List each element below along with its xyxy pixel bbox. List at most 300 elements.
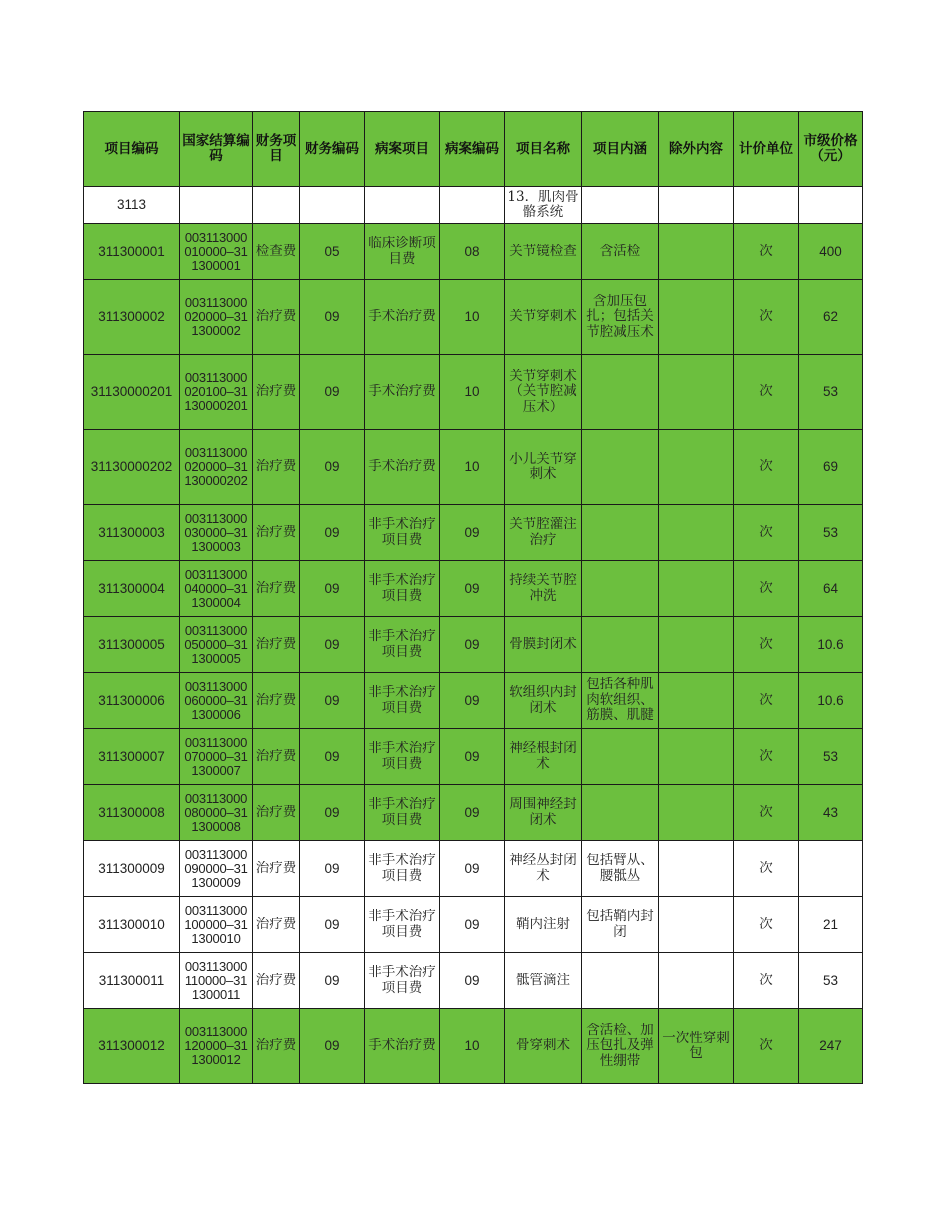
item-code-cell-text: 311300001 xyxy=(98,243,165,259)
record-code-cell xyxy=(440,430,505,505)
item-name-cell-text: 神经丛封闭术 xyxy=(509,853,577,884)
national-code-cell xyxy=(180,187,253,224)
national-code-cell xyxy=(180,729,253,785)
item-name-cell xyxy=(505,187,582,224)
finance-item-cell xyxy=(253,280,300,355)
exclusions-cell xyxy=(659,505,734,561)
finance-item-cell-text: 治疗费 xyxy=(255,804,297,820)
price-cell xyxy=(799,953,863,1009)
unit-cell xyxy=(734,355,799,430)
item-name-cell-text: 关节穿刺术 xyxy=(509,309,577,325)
table-body xyxy=(84,187,863,1084)
price-cell xyxy=(799,617,863,673)
finance-code-cell xyxy=(300,224,365,280)
national-code-cell-text: 003113000030000–311300003 xyxy=(184,511,248,554)
national-code-cell xyxy=(180,430,253,505)
item-code-cell xyxy=(84,897,180,953)
record-code-cell-text: 09 xyxy=(464,804,480,820)
finance-code-cell-text: 09 xyxy=(324,1038,340,1054)
record-item-cell-text: 非手术治疗项目费 xyxy=(368,853,436,884)
header-record-code: 病案编码 xyxy=(440,112,505,187)
exclusions-cell xyxy=(659,785,734,841)
national-code-cell-text: 003113000120000–311300012 xyxy=(184,1025,248,1067)
table-row xyxy=(84,897,863,953)
item-name-cell-text: 关节穿刺术（关节腔减压术） xyxy=(509,368,577,415)
table-row xyxy=(84,953,863,1009)
price-cell-text: 53 xyxy=(822,524,839,540)
table-row xyxy=(84,841,863,897)
record-item-cell xyxy=(365,841,440,897)
unit-cell xyxy=(734,617,799,673)
finance-item-cell xyxy=(253,897,300,953)
header-exclusions: 除外内容 xyxy=(659,112,734,187)
item-code-cell xyxy=(84,729,180,785)
exclusions-cell xyxy=(659,729,734,785)
item-code-cell-text: 311300011 xyxy=(98,972,165,988)
record-item-cell xyxy=(365,187,440,224)
record-code-cell-text: 09 xyxy=(464,860,480,876)
item-code-cell-text: 311300008 xyxy=(98,804,165,820)
price-cell xyxy=(799,673,863,729)
finance-item-cell xyxy=(253,1009,300,1084)
price-cell xyxy=(799,355,863,430)
unit-cell-text: 次 xyxy=(759,804,773,820)
record-item-cell-text: 非手术治疗项目费 xyxy=(368,629,436,660)
item-name-cell xyxy=(505,430,582,505)
record-code-cell-text: 09 xyxy=(464,692,480,708)
exclusions-cell xyxy=(659,617,734,673)
header-row xyxy=(84,112,863,187)
finance-item-cell xyxy=(253,430,300,505)
unit-cell-text: 次 xyxy=(759,972,773,988)
exclusions-cell xyxy=(659,673,734,729)
exclusions-cell xyxy=(659,953,734,1009)
national-code-cell-text: 003113000050000–311300005 xyxy=(184,623,248,666)
national-code-cell xyxy=(180,355,253,430)
item-code-cell-text: 311300003 xyxy=(98,524,165,540)
record-item-cell-text: 非手术治疗项目费 xyxy=(368,909,436,940)
national-code-cell xyxy=(180,1009,253,1084)
national-code-cell-text: 003113000010000–311300001 xyxy=(184,230,248,273)
national-code-cell-text: 003113000080000–311300008 xyxy=(184,791,248,834)
item-code-cell-text: 311300009 xyxy=(98,860,165,876)
item-code-cell xyxy=(84,561,180,617)
price-cell xyxy=(799,505,863,561)
record-item-cell xyxy=(365,785,440,841)
item-content-cell xyxy=(582,841,659,897)
table-row xyxy=(84,505,863,561)
exclusions-cell xyxy=(659,224,734,280)
finance-item-cell xyxy=(253,953,300,1009)
finance-code-cell xyxy=(300,729,365,785)
item-name-cell-text: 关节腔灌注治疗 xyxy=(509,517,577,548)
price-cell-text: 43 xyxy=(822,804,839,820)
national-code-cell xyxy=(180,785,253,841)
price-cell xyxy=(799,897,863,953)
record-code-cell-text: 10 xyxy=(464,1038,480,1054)
table-row xyxy=(84,673,863,729)
price-cell xyxy=(799,280,863,355)
item-name-cell-text: 持续关节腔冲洗 xyxy=(509,573,577,604)
national-code-cell xyxy=(180,505,253,561)
record-code-cell-text: 09 xyxy=(464,748,480,764)
item-code-cell-text: 311300005 xyxy=(98,636,165,652)
unit-cell-text: 次 xyxy=(759,916,773,932)
header-national-code: 国家结算编码 xyxy=(180,112,253,187)
finance-item-cell-text: 治疗费 xyxy=(255,309,297,325)
unit-cell-text: 次 xyxy=(759,580,773,596)
unit-cell xyxy=(734,897,799,953)
item-code-cell-text: 311300007 xyxy=(98,748,165,764)
national-code-cell xyxy=(180,841,253,897)
national-code-cell-text: 003113000020000–311300002 xyxy=(184,296,248,338)
item-content-cell xyxy=(582,673,659,729)
finance-code-cell-text: 09 xyxy=(324,524,340,540)
item-code-cell xyxy=(84,280,180,355)
item-name-cell-text: 13．肌肉骨骼系统 xyxy=(507,189,579,220)
national-code-cell-text: 003113000100000–311300010 xyxy=(184,903,248,946)
table-row xyxy=(84,561,863,617)
record-item-cell-text: 非手术治疗项目费 xyxy=(368,741,436,772)
national-code-cell xyxy=(180,224,253,280)
finance-code-cell xyxy=(300,897,365,953)
unit-cell xyxy=(734,673,799,729)
record-item-cell xyxy=(365,430,440,505)
header-item-name: 项目名称 xyxy=(505,112,582,187)
finance-item-cell-text: 治疗费 xyxy=(255,459,297,475)
record-code-cell xyxy=(440,561,505,617)
item-code-cell-text: 311300004 xyxy=(98,580,165,596)
finance-code-cell xyxy=(300,430,365,505)
finance-item-cell-text: 治疗费 xyxy=(255,524,297,540)
record-code-cell-text: 10 xyxy=(464,384,480,400)
finance-code-cell xyxy=(300,785,365,841)
record-item-cell xyxy=(365,1009,440,1084)
record-code-cell xyxy=(440,355,505,430)
item-content-cell-text: 包括各种肌肉软组织、筋膜、肌腱 xyxy=(586,677,654,724)
record-code-cell-text: 09 xyxy=(464,580,480,596)
table-row xyxy=(84,1009,863,1084)
unit-cell-text: 次 xyxy=(759,309,773,325)
item-content-cell-text: 含活检、加压包扎及弹性绷带 xyxy=(586,1022,654,1069)
price-cell-text: 62 xyxy=(822,309,839,325)
unit-cell-text: 次 xyxy=(759,1038,773,1054)
finance-code-cell xyxy=(300,1009,365,1084)
national-code-cell-text: 003113000020100–31130000201 xyxy=(184,371,248,413)
record-item-cell xyxy=(365,224,440,280)
price-cell-text: 53 xyxy=(822,384,839,400)
finance-code-cell-text: 09 xyxy=(324,384,340,400)
header-price: 市级价格（元） xyxy=(799,112,863,187)
table-row xyxy=(84,430,863,505)
finance-code-cell-text: 09 xyxy=(324,804,340,820)
finance-item-cell-text: 治疗费 xyxy=(255,692,297,708)
unit-cell xyxy=(734,187,799,224)
item-code-cell xyxy=(84,841,180,897)
record-code-cell-text: 09 xyxy=(464,524,480,540)
price-cell xyxy=(799,430,863,505)
record-item-cell xyxy=(365,729,440,785)
unit-cell xyxy=(734,785,799,841)
finance-item-cell-text: 治疗费 xyxy=(255,384,297,400)
pricing-table xyxy=(83,111,863,1084)
national-code-cell xyxy=(180,673,253,729)
record-code-cell xyxy=(440,224,505,280)
record-code-cell xyxy=(440,785,505,841)
record-code-cell xyxy=(440,897,505,953)
item-code-cell-text: 31130000202 xyxy=(90,459,173,475)
record-item-cell xyxy=(365,561,440,617)
item-content-cell xyxy=(582,785,659,841)
item-content-cell xyxy=(582,953,659,1009)
item-code-cell xyxy=(84,355,180,430)
item-name-cell xyxy=(505,841,582,897)
price-cell-text: 247 xyxy=(819,1038,842,1054)
item-code-cell xyxy=(84,785,180,841)
record-code-cell xyxy=(440,505,505,561)
item-content-cell xyxy=(582,561,659,617)
finance-code-cell-text: 09 xyxy=(324,580,340,596)
record-code-cell xyxy=(440,187,505,224)
item-content-cell xyxy=(582,729,659,785)
finance-code-cell xyxy=(300,561,365,617)
finance-item-cell xyxy=(253,841,300,897)
finance-item-cell-text: 治疗费 xyxy=(255,748,297,764)
item-name-cell-text: 软组织内封闭术 xyxy=(509,685,577,716)
finance-item-cell xyxy=(253,673,300,729)
exclusions-cell xyxy=(659,897,734,953)
item-name-cell-text: 关节镜检查 xyxy=(509,243,577,259)
finance-item-cell xyxy=(253,785,300,841)
unit-cell-text: 次 xyxy=(759,524,773,540)
finance-code-cell-text: 05 xyxy=(324,243,340,259)
record-code-cell xyxy=(440,1009,505,1084)
header-finance-code: 财务编码 xyxy=(300,112,365,187)
item-name-cell xyxy=(505,673,582,729)
table-row xyxy=(84,280,863,355)
finance-item-cell-text: 治疗费 xyxy=(255,916,297,932)
item-content-cell xyxy=(582,187,659,224)
national-code-cell xyxy=(180,617,253,673)
item-name-cell xyxy=(505,224,582,280)
record-code-cell xyxy=(440,673,505,729)
item-code-cell xyxy=(84,953,180,1009)
item-code-cell xyxy=(84,430,180,505)
item-name-cell-text: 周围神经封闭术 xyxy=(509,797,577,828)
price-cell-text: 64 xyxy=(822,580,839,596)
record-item-cell-text: 非手术治疗项目费 xyxy=(368,517,436,548)
record-code-cell-text: 09 xyxy=(464,636,480,652)
exclusions-cell-text: 一次性穿刺包 xyxy=(662,1030,730,1061)
finance-code-cell xyxy=(300,953,365,1009)
exclusions-cell xyxy=(659,430,734,505)
exclusions-cell xyxy=(659,187,734,224)
item-content-cell-text: 包括鞘内封闭 xyxy=(586,909,654,940)
exclusions-cell xyxy=(659,355,734,430)
table-row xyxy=(84,187,863,224)
table-row xyxy=(84,617,863,673)
finance-item-cell-text: 检查费 xyxy=(255,243,297,259)
header-record-item: 病案项目 xyxy=(365,112,440,187)
exclusions-cell xyxy=(659,561,734,617)
record-code-cell xyxy=(440,841,505,897)
item-content-cell xyxy=(582,617,659,673)
finance-code-cell xyxy=(300,841,365,897)
price-cell xyxy=(799,187,863,224)
item-code-cell xyxy=(84,1009,180,1084)
record-code-cell-text: 09 xyxy=(464,972,480,988)
record-item-cell xyxy=(365,897,440,953)
item-name-cell xyxy=(505,561,582,617)
finance-code-cell-text: 09 xyxy=(324,459,340,475)
item-code-cell-text: 3113 xyxy=(116,197,147,213)
unit-cell-text: 次 xyxy=(759,384,773,400)
item-name-cell xyxy=(505,953,582,1009)
item-content-cell xyxy=(582,897,659,953)
exclusions-cell xyxy=(659,1009,734,1084)
header-unit: 计价单位 xyxy=(734,112,799,187)
item-content-cell xyxy=(582,224,659,280)
unit-cell-text: 次 xyxy=(759,860,773,876)
record-item-cell xyxy=(365,617,440,673)
item-code-cell-text: 311300012 xyxy=(98,1038,165,1054)
finance-code-cell xyxy=(300,187,365,224)
header-finance-item: 财务项目 xyxy=(253,112,300,187)
item-content-cell-text: 包括臂从、腰骶丛 xyxy=(586,853,654,884)
price-cell xyxy=(799,561,863,617)
national-code-cell-text: 003113000060000–311300006 xyxy=(184,679,248,722)
finance-code-cell xyxy=(300,673,365,729)
finance-item-cell-text: 治疗费 xyxy=(255,1038,297,1054)
finance-code-cell-text: 09 xyxy=(324,972,340,988)
item-name-cell-text: 小儿关节穿刺术 xyxy=(509,451,577,482)
item-code-cell xyxy=(84,617,180,673)
table-row xyxy=(84,729,863,785)
record-code-cell xyxy=(440,280,505,355)
record-item-cell-text: 手术治疗费 xyxy=(368,309,436,325)
item-name-cell-text: 骨膜封闭术 xyxy=(509,636,577,652)
item-code-cell-text: 311300006 xyxy=(98,692,165,708)
item-code-cell xyxy=(84,187,180,224)
item-name-cell xyxy=(505,785,582,841)
record-item-cell xyxy=(365,505,440,561)
record-item-cell-text: 临床诊断项目费 xyxy=(368,236,436,267)
item-content-cell-text: 含活检 xyxy=(599,243,641,259)
finance-item-cell-text: 治疗费 xyxy=(255,580,297,596)
national-code-cell xyxy=(180,953,253,1009)
finance-code-cell xyxy=(300,505,365,561)
record-code-cell-text: 09 xyxy=(464,916,480,932)
item-name-cell xyxy=(505,505,582,561)
item-name-cell xyxy=(505,617,582,673)
finance-code-cell-text: 09 xyxy=(324,309,340,325)
table-row xyxy=(84,785,863,841)
price-cell-text: 69 xyxy=(822,459,839,475)
price-cell-text: 10.6 xyxy=(817,692,844,708)
record-item-cell-text: 非手术治疗项目费 xyxy=(368,685,436,716)
price-cell xyxy=(799,729,863,785)
price-cell-text: 400 xyxy=(819,243,842,259)
national-code-cell-text: 003113000070000–311300007 xyxy=(184,735,248,778)
table-row xyxy=(84,355,863,430)
national-code-cell-text: 003113000090000–311300009 xyxy=(184,847,248,890)
item-name-cell xyxy=(505,1009,582,1084)
national-code-cell xyxy=(180,280,253,355)
unit-cell-text: 次 xyxy=(759,692,773,708)
table-row xyxy=(84,224,863,280)
record-item-cell-text: 非手术治疗项目费 xyxy=(368,573,436,604)
price-cell-text: 21 xyxy=(822,916,839,932)
item-name-cell xyxy=(505,897,582,953)
item-code-cell-text: 31130000201 xyxy=(90,384,173,400)
unit-cell xyxy=(734,841,799,897)
record-code-cell xyxy=(440,617,505,673)
national-code-cell xyxy=(180,897,253,953)
item-content-cell xyxy=(582,505,659,561)
price-cell xyxy=(799,1009,863,1084)
unit-cell xyxy=(734,1009,799,1084)
finance-code-cell-text: 09 xyxy=(324,748,340,764)
unit-cell-text: 次 xyxy=(759,636,773,652)
national-code-cell-text: 003113000110000–311300011 xyxy=(184,959,248,1002)
record-item-cell xyxy=(365,953,440,1009)
price-cell xyxy=(799,785,863,841)
item-name-cell xyxy=(505,280,582,355)
record-item-cell-text: 手术治疗费 xyxy=(368,459,436,475)
record-code-cell-text: 10 xyxy=(464,459,480,475)
record-code-cell-text: 10 xyxy=(464,309,480,325)
finance-item-cell xyxy=(253,729,300,785)
finance-item-cell xyxy=(253,355,300,430)
unit-cell xyxy=(734,561,799,617)
finance-code-cell-text: 09 xyxy=(324,916,340,932)
exclusions-cell xyxy=(659,841,734,897)
record-item-cell xyxy=(365,355,440,430)
unit-cell xyxy=(734,505,799,561)
item-code-cell xyxy=(84,673,180,729)
unit-cell-text: 次 xyxy=(759,243,773,259)
finance-item-cell xyxy=(253,224,300,280)
finance-item-cell-text: 治疗费 xyxy=(255,636,297,652)
unit-cell xyxy=(734,280,799,355)
finance-code-cell-text: 09 xyxy=(324,636,340,652)
unit-cell xyxy=(734,430,799,505)
finance-item-cell xyxy=(253,617,300,673)
finance-code-cell-text: 09 xyxy=(324,692,340,708)
item-name-cell-text: 鞘内注射 xyxy=(516,916,570,932)
price-cell xyxy=(799,841,863,897)
item-content-cell xyxy=(582,430,659,505)
unit-cell xyxy=(734,224,799,280)
item-name-cell-text: 骶管滴注 xyxy=(516,972,570,988)
national-code-cell-text: 003113000020000–31130000202 xyxy=(184,446,248,488)
record-item-cell-text: 非手术治疗项目费 xyxy=(368,965,436,996)
item-content-cell-text: 含加压包扎；包括关节腔减压术 xyxy=(586,293,654,340)
item-name-cell-text: 神经根封闭术 xyxy=(509,741,577,772)
header-item-code: 项目编码 xyxy=(84,112,180,187)
finance-item-cell-text: 治疗费 xyxy=(255,972,297,988)
record-code-cell xyxy=(440,729,505,785)
record-code-cell xyxy=(440,953,505,1009)
item-name-cell-text: 骨穿刺术 xyxy=(516,1038,570,1054)
item-content-cell xyxy=(582,355,659,430)
unit-cell xyxy=(734,953,799,1009)
finance-code-cell-text: 09 xyxy=(324,860,340,876)
record-code-cell-text: 08 xyxy=(464,243,480,259)
item-code-cell xyxy=(84,224,180,280)
price-cell-text: 53 xyxy=(822,972,839,988)
finance-code-cell xyxy=(300,617,365,673)
